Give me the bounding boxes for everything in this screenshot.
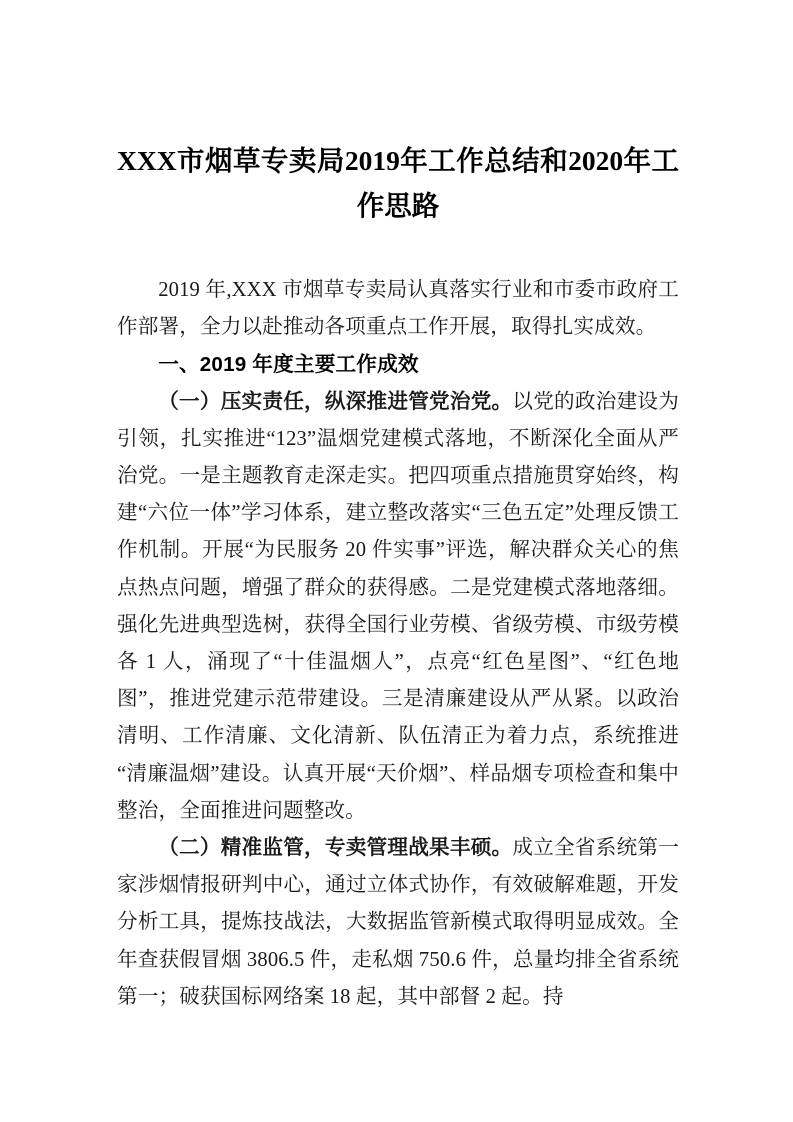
section-2-paragraph [117, 830, 679, 1016]
section-1-body-text: 以党的政治建设为引领，扎实推进“123”温烟党建模式落地，不断深化全面从严治党。一是主题教育走深走实。把四项重点措施贯穿始终，构建“六位一体”学习体系，建立整改落实“三色五定”处理反馈工作机制。开展“为民服务 20 件实事”评选，解决群众关心的焦点热点问题，增强了群众的获得感。二是党建模式落地落细。强化先进典型选树，获得全国行业劳模、省级劳模、市级劳模各 1 人，涌现了“十佳温烟人”，点亮“红色星图”、“红色地图”，推进党建示范带建设。三是清廉建设从严从紧。以政治清明、工作清廉、文化清新、队伍清正为着力点，系统推进“清廉温烟”建设。认真开展“天价烟”、样品烟专项检查和集中整治，全面推进问题整改。 [117, 390, 679, 822]
section-2-body-text: 成立全省系统第一家涉烟情报研判中心，通过立体式协作，有效破解难题，开发分析工具，提炼技战法，大数据监管新模式取得明显成效。全年查获假冒烟 3806.5 件，走私烟 750.6 件，总量均排全省系统第一；破获国标网络案 18 起，其中部督 2 起。持 [117, 837, 679, 1008]
section-heading-1: 一、2019 年度主要工作成效 [158, 353, 419, 377]
section-1-paragraph [117, 384, 679, 830]
page-title: XXX市烟草专卖局2019年工作总结和2020年工作思路 [117, 145, 679, 221]
section-2-lead-in: （二）精准监管，专卖管理战果丰硕。 [158, 837, 513, 860]
title-body-spacer [117, 228, 679, 272]
page-text-column [117, 138, 679, 1016]
intro-paragraph: 2019 年,XXX 市烟草专卖局认真落实行业和市委市政府工作部署，全力以赴推动各项重点工作开展，取得扎实成效。 [117, 279, 679, 339]
section-1-lead-in: （一）压实责任，纵深推进管党治党。 [158, 390, 513, 413]
